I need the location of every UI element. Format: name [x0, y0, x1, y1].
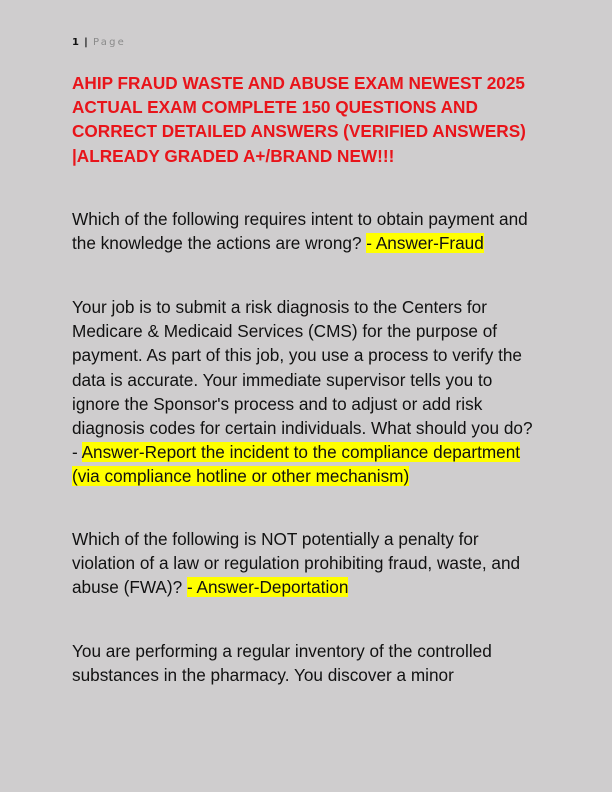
question-item [72, 295, 542, 489]
question-text: You are performing a regular inventory of the controlled substances in the pharmacy. You discover a minor [72, 641, 492, 686]
question-text: Which of the following requires intent to obtain payment and the knowledge the actions are wrong? [72, 209, 528, 254]
question-text: Which of the following is NOT potentially a penalty for violation of a law or regulation prohibiting fraud, waste, and abuse (FWA)? [72, 529, 521, 598]
question-text: Your job is to submit a risk diagnosis to the Centers for Medicare & Medicaid Services (CMS) for the purpose of payment. As part of this job, you use a process to verify the data is accurate. Your immediate supervisor tells you to ignore the Sponsor's process and to adjust or add risk diagnosis codes for certain individuals. What should you do? - [72, 297, 533, 463]
answer-highlight: - Answer-Deportation [186, 577, 349, 598]
question-item [72, 527, 542, 600]
page-label: Page [93, 37, 127, 48]
page-header [72, 36, 126, 50]
question-item [72, 639, 542, 687]
question-item [72, 207, 542, 255]
page-number: 1 [72, 37, 79, 48]
answer-highlight: - Answer-Fraud [366, 233, 484, 254]
document-title: AHIP FRAUD WASTE AND ABUSE EXAM NEWEST 2025 ACTUAL EXAM COMPLETE 150 QUESTIONS AND CORRECT DETAILED ANSWERS (VERIFIED ANSWERS) |ALREADY GRADED A+/BRAND NEW!!! [72, 73, 526, 166]
answer-highlight: Answer-Report the incident to the compliance department (via compliance hotline or other mechanism) [72, 442, 521, 487]
page-separator: | [84, 37, 88, 48]
